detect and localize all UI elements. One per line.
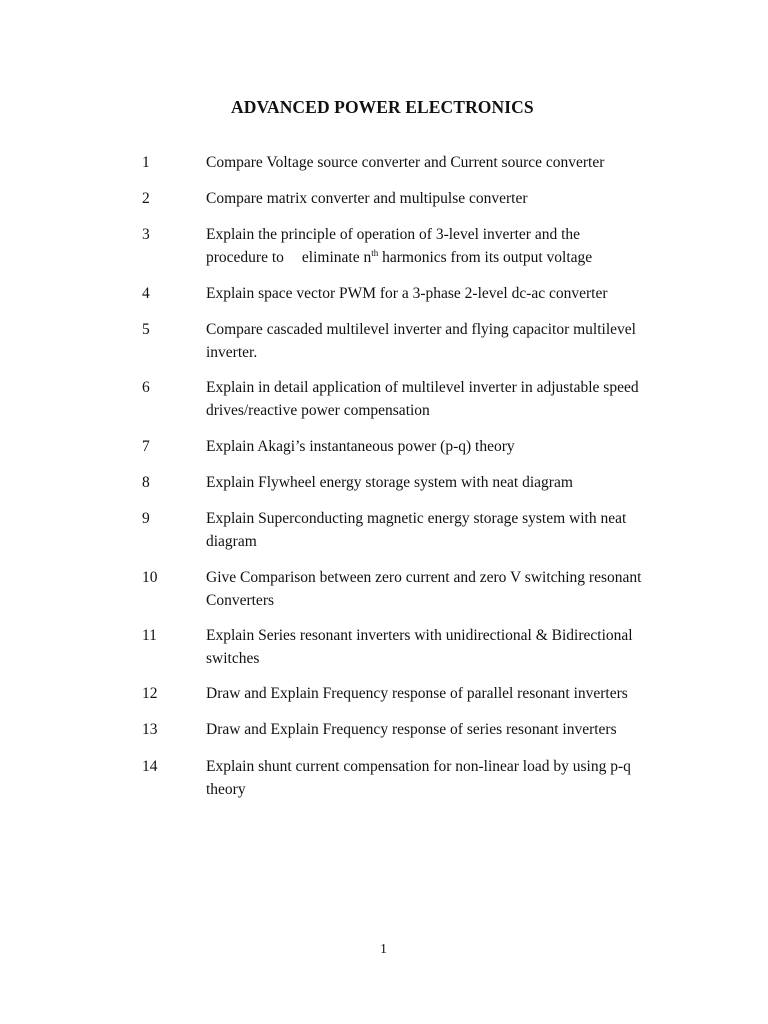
question-text: Explain Akagi’s instantaneous power (p-q) theory bbox=[206, 438, 515, 455]
question-text: Explain Flywheel energy storage system with neat diagram bbox=[206, 474, 573, 491]
question-text: Compare matrix converter and multipulse converter bbox=[206, 190, 528, 207]
question-text-line2b: eliminate n bbox=[301, 248, 372, 266]
question-number: 10 bbox=[142, 569, 158, 586]
question-text: Explain Superconducting magnetic energy storage system with neat diagram bbox=[206, 510, 627, 550]
question-number: 3 bbox=[142, 226, 150, 243]
question-text-line2c: harmonics from its output voltage bbox=[378, 248, 593, 266]
question-number: 14 bbox=[142, 758, 158, 775]
question-number: 11 bbox=[142, 627, 157, 644]
question-text: Give Comparison between zero current and zero V switching resonant Converters bbox=[206, 569, 642, 609]
question-text bbox=[206, 224, 668, 269]
question-number: 6 bbox=[142, 379, 150, 396]
question-text: Explain space vector PWM for a 3-phase 2-level dc-ac converter bbox=[206, 285, 608, 302]
question-number: 7 bbox=[142, 438, 150, 455]
question-number: 4 bbox=[142, 285, 150, 302]
page-number: 1 bbox=[380, 942, 387, 957]
question-text: Draw and Explain Frequency response of parallel resonant inverters bbox=[206, 685, 628, 702]
question-number: 1 bbox=[142, 154, 150, 171]
superscript-th: th bbox=[371, 247, 379, 258]
question-text: Explain in detail application of multilevel inverter in adjustable speed drives/reactive power compensation bbox=[206, 379, 639, 419]
document-title: ADVANCED POWER ELECTRONICS bbox=[231, 97, 534, 117]
question-text: Explain Series resonant inverters with unidirectional & Bidirectional switches bbox=[206, 627, 633, 667]
question-text-line1: Explain the principle of operation of 3-level inverter and the bbox=[206, 226, 581, 243]
question-number: 2 bbox=[142, 190, 150, 207]
question-number: 9 bbox=[142, 510, 150, 527]
question-number: 12 bbox=[142, 685, 158, 702]
question-text: Compare cascaded multilevel inverter and flying capacitor multilevel inverter. bbox=[206, 321, 636, 361]
question-text: Explain shunt current compensation for non-linear load by using p-q theory bbox=[206, 758, 631, 798]
question-text: Compare Voltage source converter and Current source converter bbox=[206, 154, 605, 171]
question-number: 13 bbox=[142, 721, 158, 738]
question-text: Draw and Explain Frequency response of series resonant inverters bbox=[206, 721, 617, 738]
question-number: 5 bbox=[142, 321, 150, 338]
question-number: 8 bbox=[142, 474, 150, 491]
question-text-line2a: procedure to bbox=[206, 248, 284, 266]
